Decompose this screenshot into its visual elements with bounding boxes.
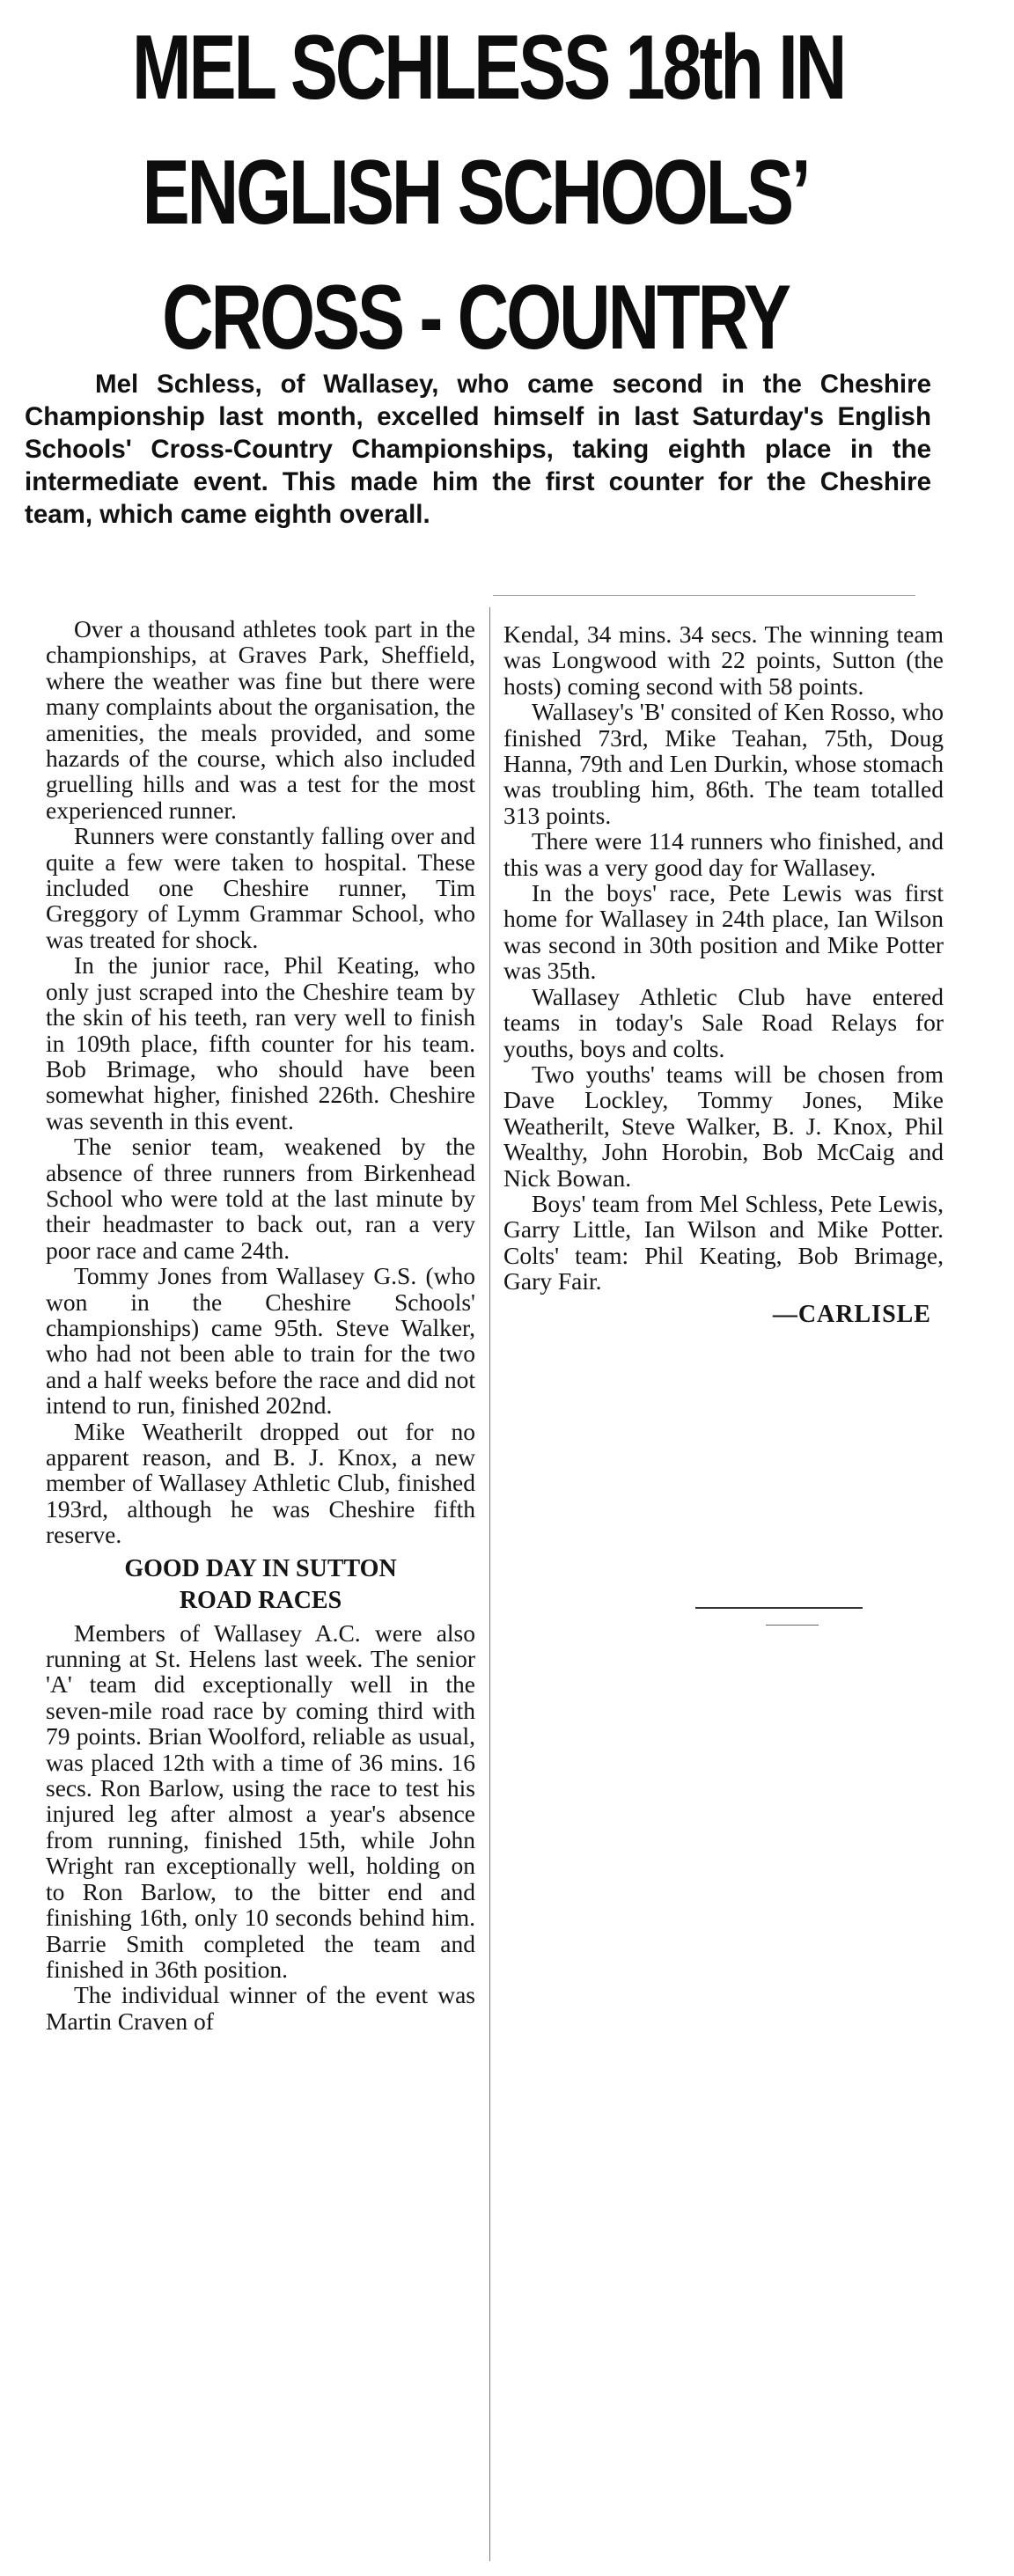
end-rule-short [766,1625,819,1626]
headline-line-2: ENGLISH SCHOOLS’ [142,142,809,244]
left-column [46,616,475,2034]
headline-line-1: MEL SCHLESS 18th IN [132,17,845,119]
paragraph: In the boys' race, Pete Lewis was first home for Wallasey in 24th place, Ian Wilson was second in 30th position and Mike Potter was 35th. [503,879,944,985]
column-divider [489,607,490,2561]
paragraph: Boys' team from Mel Schless, Pete Lewis, Garry Little, Ian Wilson and Mike Potter. Colts' team: Phil Keating, Bob Brimage, Gary Fair. [503,1189,944,1295]
paragraph: Kendal, 34 mins. 34 secs. The winning team was Longwood with 22 points, Sutton (the hosts) coming second with 58 points. [503,620,944,700]
column-top-rule [493,595,915,596]
paragraph: The individual winner of the event was Martin Craven of [46,1981,475,2035]
paragraph: Over a thousand athletes took part in the championships, at Graves Park, Sheffield, where the weather was fine but there were many complaints about the organisation, the amenities, the meals provided, and some hazards of the course, which also included gruelling hills and was a test for the most experienced runner. [46,615,475,824]
paragraph: In the junior race, Phil Keating, who only just scraped into the Cheshire team by the skin of his teeth, ran very well to finish in 109th place, fifth counter for his team. Bob Brimage, who should have been somewhat higher, finished 226th. Cheshire was seventh in this event. [46,951,475,1134]
subheading-line-2: ROAD RACES [179,1586,342,1614]
paragraph: Mike Weatherilt dropped out for no apparent reason, and B. J. Knox, a new member of Wallasey Athletic Club, finished 193rd, although he was Cheshire fifth reserve. [46,1417,475,1549]
subheading-line-1: GOOD DAY IN SUTTON [124,1554,397,1582]
standfirst: Mel Schless, of Wallasey, who came second in the Cheshire Championship last month, excelled himself in last Saturday's English Schools' Cross-Country Championships, taking eighth place in the intermediate event. This made him the first counter for the Cheshire team, which came eighth overall. [25,370,931,529]
headline-line-3: CROSS - COUNTRY [162,267,789,369]
paragraph: Members of Wallasey A.C. were also running at St. Helens last week. The senior 'A' team did exceptionally well in the seven-mile road race by coming third with 79 points. Brian Woolford, reliable as usual, was placed 12th with a time of 36 mins. 16 secs. Ron Barlow, using the race to test his injured leg after almost a year's absence from running, finished 15th, while John Wright ran exceptionally well, holding on to Ron Barlow, to the bitter end and finishing 16th, only 10 seconds behind him. Barrie Smith completed the team and finished in 36th position. [46,1618,475,1983]
paragraph: Wallasey Athletic Club have entered teams in today's Sale Road Relays for youths, boys and colts. [503,982,944,1062]
paragraph: Wallasey's 'B' consited of Ken Rosso, who finished 73rd, Mike Teahan, 75th, Doug Hanna, 79th and Len Durkin, whose stomach was troubling him, 86th. The team totalled 313 points. [503,698,944,829]
paragraph: Tommy Jones from Wallasey G.S. (who won in the Cheshire Schools' championships) came 95th. Steve Walker, who had not been able to train for the two and a half weeks before the race and did not intend to run, finished 202nd. [46,1262,475,1420]
right-column [503,621,944,1327]
paragraph: There were 114 runners who finished, and this was a very good day for Wallasey. [503,827,944,881]
byline: —CARLISLE [772,1300,931,1328]
paragraph: The senior team, weakened by the absence of three runners from Birkenhead School who were told at the last minute by their headmaster to back out, ran a very poor race and came 24th. [46,1133,475,1264]
end-rule [695,1607,863,1609]
headline [132,5,845,380]
paragraph: Two youths' teams will be chosen from Dave Lockley, Tommy Jones, Mike Weatherilt, Steve Walker, B. J. Knox, Phil Wealthy, John Horobin, Bob McCaig and Nick Bowan. [503,1060,944,1192]
subheading [46,1553,475,1617]
paragraph: Runners were constantly falling over and quite a few were taken to hospital. These included one Cheshire runner, Tim Greggory of Lymm Grammar School, who was treated for shock. [46,822,475,953]
